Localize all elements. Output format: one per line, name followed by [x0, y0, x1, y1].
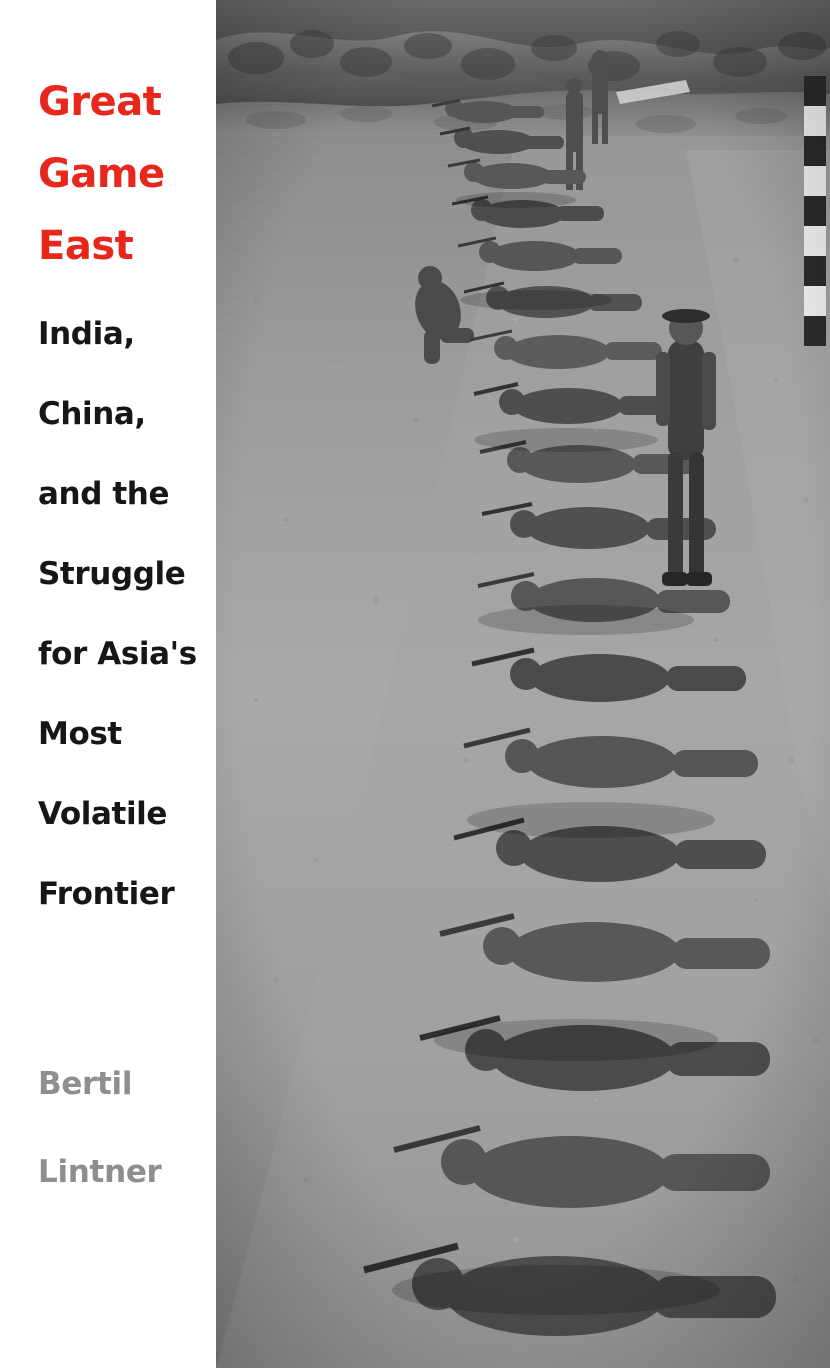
title-line-2: Game — [38, 151, 165, 197]
author-line-1: Bertil — [38, 1066, 133, 1102]
subtitle-line-3: and the — [38, 476, 170, 512]
author-name — [38, 1040, 198, 1216]
subtitle-line-1: India, — [38, 316, 135, 352]
page-title — [38, 66, 198, 282]
subtitle-line-2: China, — [38, 396, 146, 432]
cover-text-panel — [0, 0, 216, 1368]
subtitle-line-5: for Asia's — [38, 636, 197, 672]
subtitle-line-7: Volatile — [38, 796, 168, 832]
title-line-3: East — [38, 223, 134, 269]
soldiers-prone-firing-line-photo — [216, 0, 830, 1368]
subtitle-line-6: Most — [38, 716, 122, 752]
subtitle-line-8: Frontier — [38, 876, 175, 912]
title-line-1: Great — [38, 79, 162, 125]
subtitle-line-4: Struggle — [38, 556, 186, 592]
cover-subtitle — [38, 294, 198, 934]
author-line-2: Lintner — [38, 1154, 162, 1190]
cover-photograph — [216, 0, 830, 1368]
